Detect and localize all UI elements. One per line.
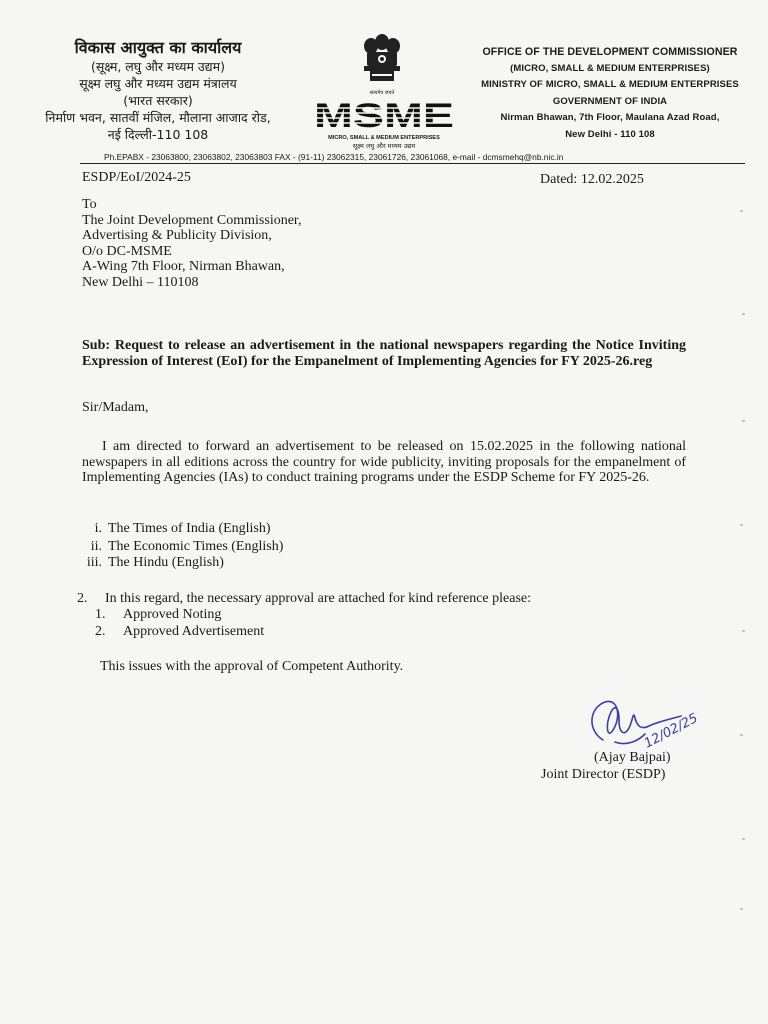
newspaper-name: The Times of India (English)	[108, 521, 271, 536]
msme-logo	[312, 100, 456, 150]
contact-line: Ph.EPABX - 23063800, 23063802, 23063803 FAX - (91-11) 23062315, 23061726, 23061068, e-mail - dcmsmehq@nb.nic.in	[104, 152, 564, 162]
subject-line: Sub: Request to release an advertisement in the national newspapers regarding the Notice Inviting Expression of Interest (EoI) for the Empanelment of Implementing Agencies for FY 2025-26.reg	[82, 338, 686, 369]
addressee-block	[82, 197, 302, 290]
scan-speck	[742, 630, 745, 632]
english-line: MINISTRY OF MICRO, SMALL & MEDIUM ENTERPRISES	[481, 79, 739, 90]
hindi-line: (सूक्ष्म, लघु और मध्यम उद्यम)	[91, 59, 225, 74]
signatory-name: (Ajay Bajpai)	[594, 750, 671, 765]
logo-subtitle-en: MICRO, SMALL & MEDIUM ENTERPRISES	[328, 135, 440, 141]
header-divider	[80, 163, 745, 164]
newspaper-item	[72, 555, 224, 571]
scan-speck	[740, 908, 743, 910]
paragraph-text: In this regard, the necessary approval are attached for kind reference please:	[105, 591, 532, 606]
scan-speck	[740, 524, 743, 526]
english-line: New Delhi - 110 108	[565, 128, 655, 140]
body-paragraph: I am directed to forward an advertisement to be released on 15.02.2025 in the following national newspapers in all editions across the country for wide publicity, inviting proposals for the empanelment of Implementing Agencies (IAs) to conduct training programs under the ESDP Scheme for FY 2025-26.	[82, 439, 686, 485]
attachment-name: Approved Noting	[123, 607, 222, 622]
paragraph-number: 2.	[77, 591, 88, 606]
emblem-motto: सत्यमेव जयते	[369, 90, 395, 96]
scan-speck	[740, 210, 743, 212]
attachment-item	[95, 607, 221, 623]
scan-speck	[742, 313, 745, 315]
english-line: Nirman Bhawan, 7th Floor, Maulana Azad Road,	[500, 112, 720, 123]
hindi-line: नई दिल्ली-110 108	[107, 127, 209, 142]
logo-wordmark: MSME	[314, 100, 454, 130]
addressee-line: New Delhi – 110108	[82, 274, 199, 290]
attachment-item	[95, 624, 264, 640]
newspaper-name: The Hindu (English)	[108, 555, 224, 570]
body-paragraph-2	[77, 591, 531, 607]
signatory-title: Joint Director (ESDP)	[541, 767, 666, 782]
list-number: ii.	[90, 539, 102, 554]
scan-speck	[740, 734, 743, 736]
english-line: GOVERNMENT OF INDIA	[552, 95, 668, 107]
reference-number: ESDP/EoI/2024-25	[82, 170, 191, 185]
hindi-office-title: विकास आयुक्त का कार्यालय	[74, 38, 242, 57]
newspaper-name: The Economic Times (English)	[108, 539, 284, 554]
salutation: Sir/Madam,	[82, 400, 149, 415]
closing-line: This issues with the approval of Competent Authority.	[100, 659, 404, 674]
logo-subtitle-hi: सूक्ष्म लघु और मध्यम उद्यम	[352, 142, 416, 150]
list-number: iii.	[86, 555, 102, 570]
hindi-line: सूक्ष्म लघु और मध्यम उद्यम मंत्रालय	[79, 76, 237, 91]
hindi-line: (भारत सरकार)	[123, 93, 193, 108]
national-emblem-icon	[358, 32, 406, 94]
attachment-name: Approved Advertisement	[123, 624, 265, 639]
english-line: (MICRO, SMALL & MEDIUM ENTERPRISES)	[510, 62, 710, 74]
letter-date: Dated: 12.02.2025	[540, 172, 644, 187]
addressee-line: The Joint Development Commissioner,	[82, 212, 302, 228]
english-office-title: OFFICE OF THE DEVELOPMENT COMMISSIONER	[482, 46, 738, 58]
addressee-line: Advertising & Publicity Division,	[82, 228, 272, 243]
list-number: 2.	[95, 624, 106, 639]
list-number: i.	[94, 521, 102, 536]
scan-speck	[742, 838, 745, 840]
addressee-line: A-Wing 7th Floor, Nirman Bhawan,	[82, 259, 285, 274]
hindi-line: निर्माण भवन, सातवीं मंजिल, मौलाना आजाद रोड,	[45, 110, 271, 125]
newspaper-item	[72, 521, 271, 537]
signature-date: 12/02/25	[641, 710, 701, 752]
list-number: 1.	[95, 607, 106, 622]
english-header	[462, 44, 758, 143]
newspaper-item	[72, 539, 283, 555]
addressee-line: To	[82, 197, 97, 212]
scan-speck	[742, 420, 745, 422]
hindi-header	[18, 38, 298, 143]
addressee-line: O/o DC-MSME	[82, 243, 172, 259]
